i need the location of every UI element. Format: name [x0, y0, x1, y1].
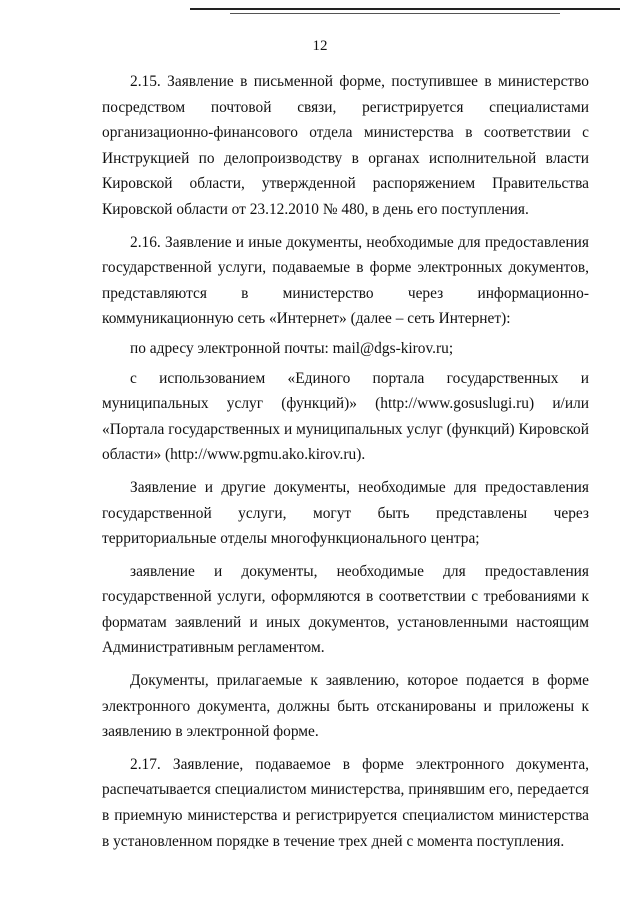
paragraph-2-16: 2.16. Заявление и иные документы, необходимые для предоставления государственной услуги, подаваемые в форме электронных документов, представляются в министерство через информационно-коммуникационную сеть «Интернет» (далее – сеть Интернет):: [102, 233, 589, 328]
paragraph-requirements: заявление и документы, необходимые для предоставления государственной услуги, оформляются в соответствии с требованиями к форматам заявлений и иных документов, установленными настоящим Административным регламентом.: [102, 562, 589, 657]
paragraph-2-17: 2.17. Заявление, подаваемое в форме электронного документа, распечатывается специалистом министерства, принявшим его, передается в приемную министерства и регистрируется специалистом министерства в установленном порядке в течение трех дней с момента поступления.: [102, 755, 589, 850]
header-rule-thin: [230, 13, 560, 14]
paragraph-attachments: Документы, прилагаемые к заявлению, которое подается в форме электронного документа, должны быть отсканированы и приложены к заявлению в электронной форме.: [102, 672, 589, 741]
paragraph-mfc: Заявление и другие документы, необходимые для предоставления государственной услуги, могут быть представлены через территориальные отделы многофункционального центра;: [102, 478, 589, 548]
paragraph-portal: с использованием «Единого портала государственных и муниципальных услуг (функций)» (http://www.gosuslugi.ru) и/или «Портала государственных и муниципальных услуг (функций) Кировской области» (http://www.pgmu.ako.kirov.ru).: [102, 369, 589, 464]
page-number: 12: [312, 38, 328, 54]
header-rule: [190, 8, 620, 10]
document-body: [102, 69, 589, 858]
paragraph-email: по адресу электронной почты: mail@dgs-kirov.ru;: [130, 339, 454, 357]
paragraph-2-15: 2.15. Заявление в письменной форме, поступившее в министерство посредством почтовой связи, регистрируется специалистами организационно-финансового отдела министерства в соответствии с Инструкцией по делопроизводству в органах исполнительной власти Кировской области, утвержденной распоряжением Правительства Кировской области от 23.12.2010 № 480, в день его поступления.: [102, 73, 589, 218]
